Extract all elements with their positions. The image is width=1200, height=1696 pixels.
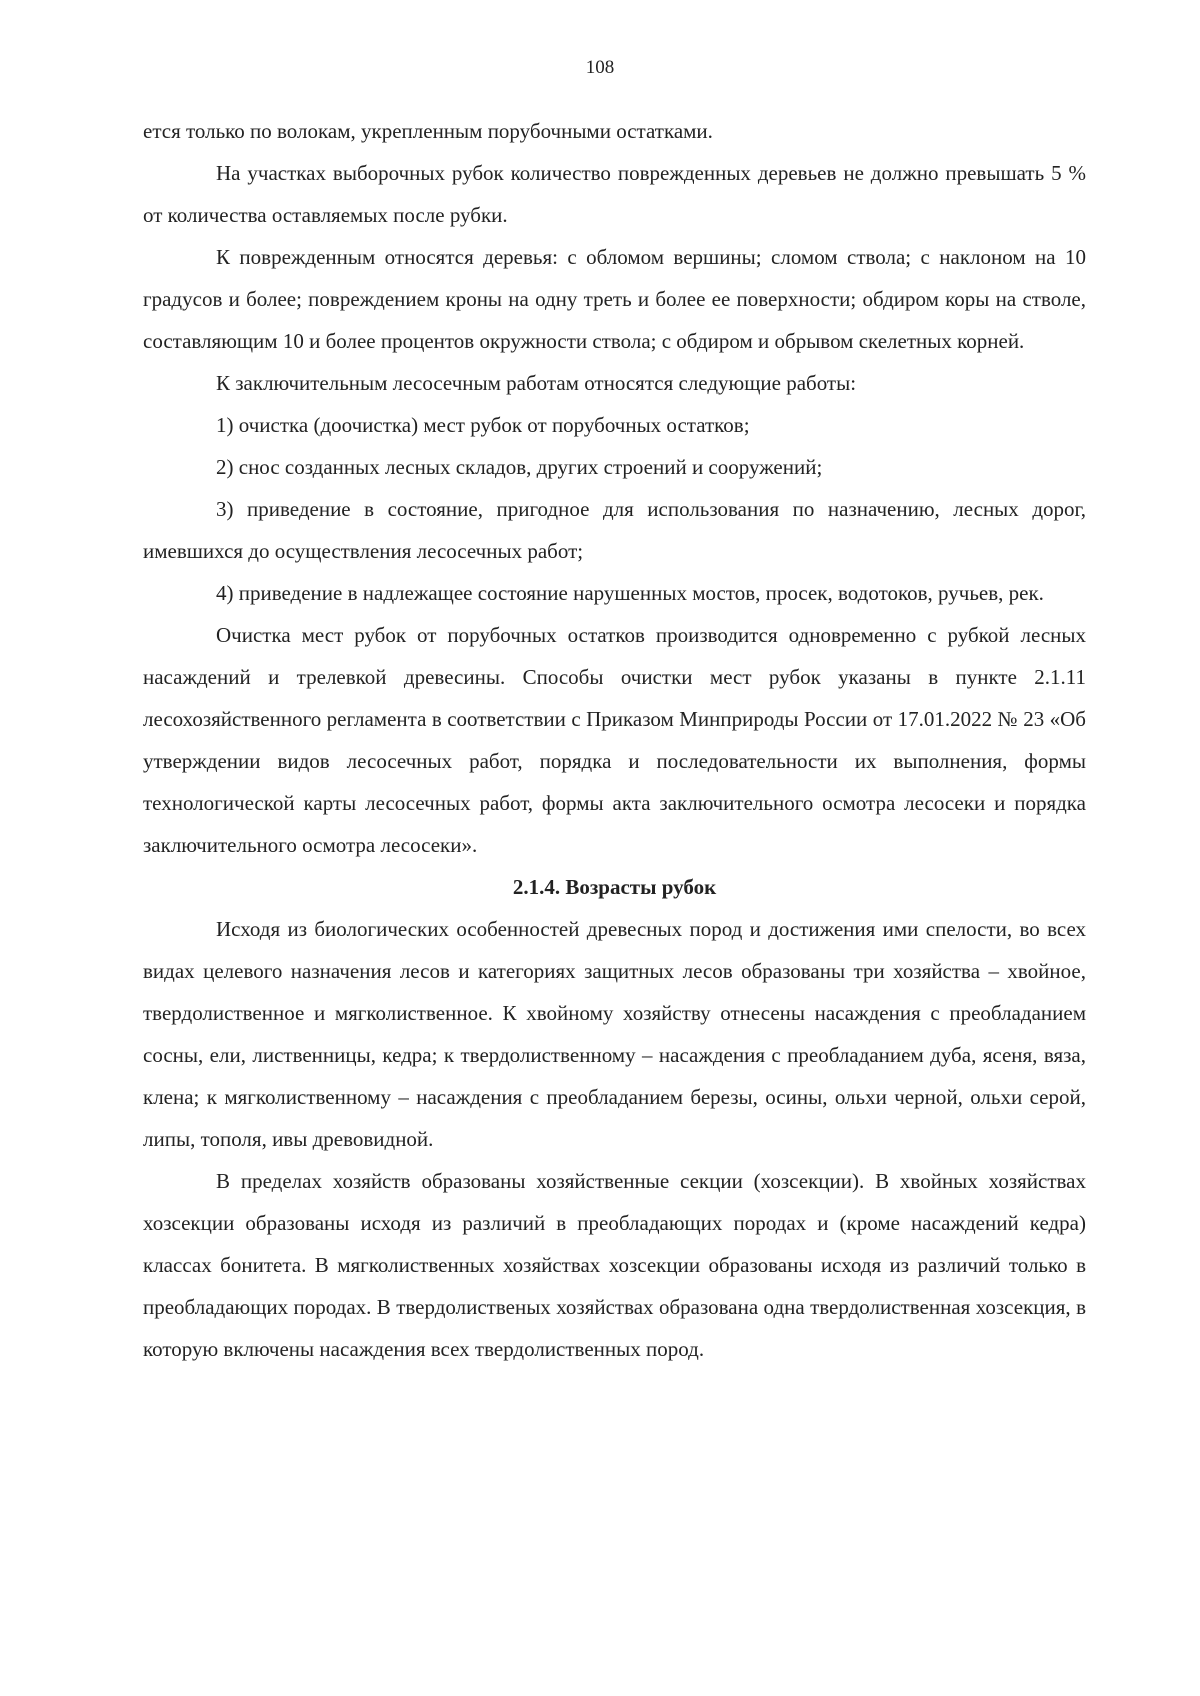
paragraph-damaged-trees-definition: К поврежденным относятся деревья: с обломом вершины; сломом ствола; с наклоном на 10 градусов и более; повреждением кроны на одну треть и более ее поверхности; обдиром коры на стволе, составляющим 10 и более процентов окружности ствола; с обдиром и обрывом скелетных корней. bbox=[143, 245, 1086, 353]
paragraph-cleanup-methods: Очистка мест рубок от порубочных остатков производится одновременно с рубкой лесных насаждений и трелевкой древесины. Способы очистки мест рубок указаны в пункте 2.1.11 лесохозяйственного регламента в соответствии с Приказом Минприроды России от 17.01.2022 № 23 «Об утверждении видов лесосечных работ, порядка и последовательности их выполнения, формы технологической карты лесосечных работ, формы акта заключительного осмотра лесосеки и порядка заключительного осмотра лесосеки». bbox=[143, 623, 1086, 857]
list-item: 2) снос созданных лесных складов, других строений и сооружений; bbox=[216, 455, 823, 479]
paragraph-damaged-trees-limit: На участках выборочных рубок количество поврежденных деревьев не должно превышать 5 % от количества оставляемых после рубки. bbox=[143, 161, 1086, 227]
page-content bbox=[143, 110, 1086, 1370]
paragraph-farm-types: Исходя из биологических особенностей древесных пород и достижения ими спелости, во всех видах целевого назначения лесов и категориях защитных лесов образованы три хозяйства – хвойное, твердолиственное и мягколиственное. К хвойному хозяйству отнесены насаждения с преобладанием сосны, ели, лиственницы, кедра; к твердолиственному – насаждения с преобладанием дуба, ясеня, вяза, клена; к мягколиственному – насаждения с преобладанием березы, осины, ольхи черной, ольхи серой, липы, тополя, ивы древовидной. bbox=[143, 917, 1086, 1151]
section-heading: 2.1.4. Возрасты рубок bbox=[512, 875, 717, 899]
list-item: 3) приведение в состояние, пригодное для использования по назначению, лесных дорог, имевшихся до осуществления лесосечных работ; bbox=[143, 497, 1086, 563]
page-number: 108 bbox=[585, 57, 615, 78]
paragraph-final-works-intro: К заключительным лесосечным работам относятся следующие работы: bbox=[216, 371, 857, 395]
paragraph-farm-sections: В пределах хозяйств образованы хозяйственные секции (хозсекции). В хвойных хозяйствах хозсекции образованы исходя из различий в преобладающих породах и (кроме насаждений кедра) классах бонитета. В мягколиственных хозяйствах хозсекции образованы исходя из различий только в преобладающих породах. В твердолиственых хозяйствах образована одна твердолиственная хозсекция, в которую включены насаждения всех твердолиственных пород. bbox=[143, 1169, 1086, 1361]
list-item: 1) очистка (доочистка) мест рубок от порубочных остатков; bbox=[216, 413, 750, 437]
list-item: 4) приведение в надлежащее состояние нарушенных мостов, просек, водотоков, ручьев, рек. bbox=[216, 581, 1044, 605]
paragraph-continuation: ется только по волокам, укрепленным порубочными остатками. bbox=[143, 119, 713, 143]
